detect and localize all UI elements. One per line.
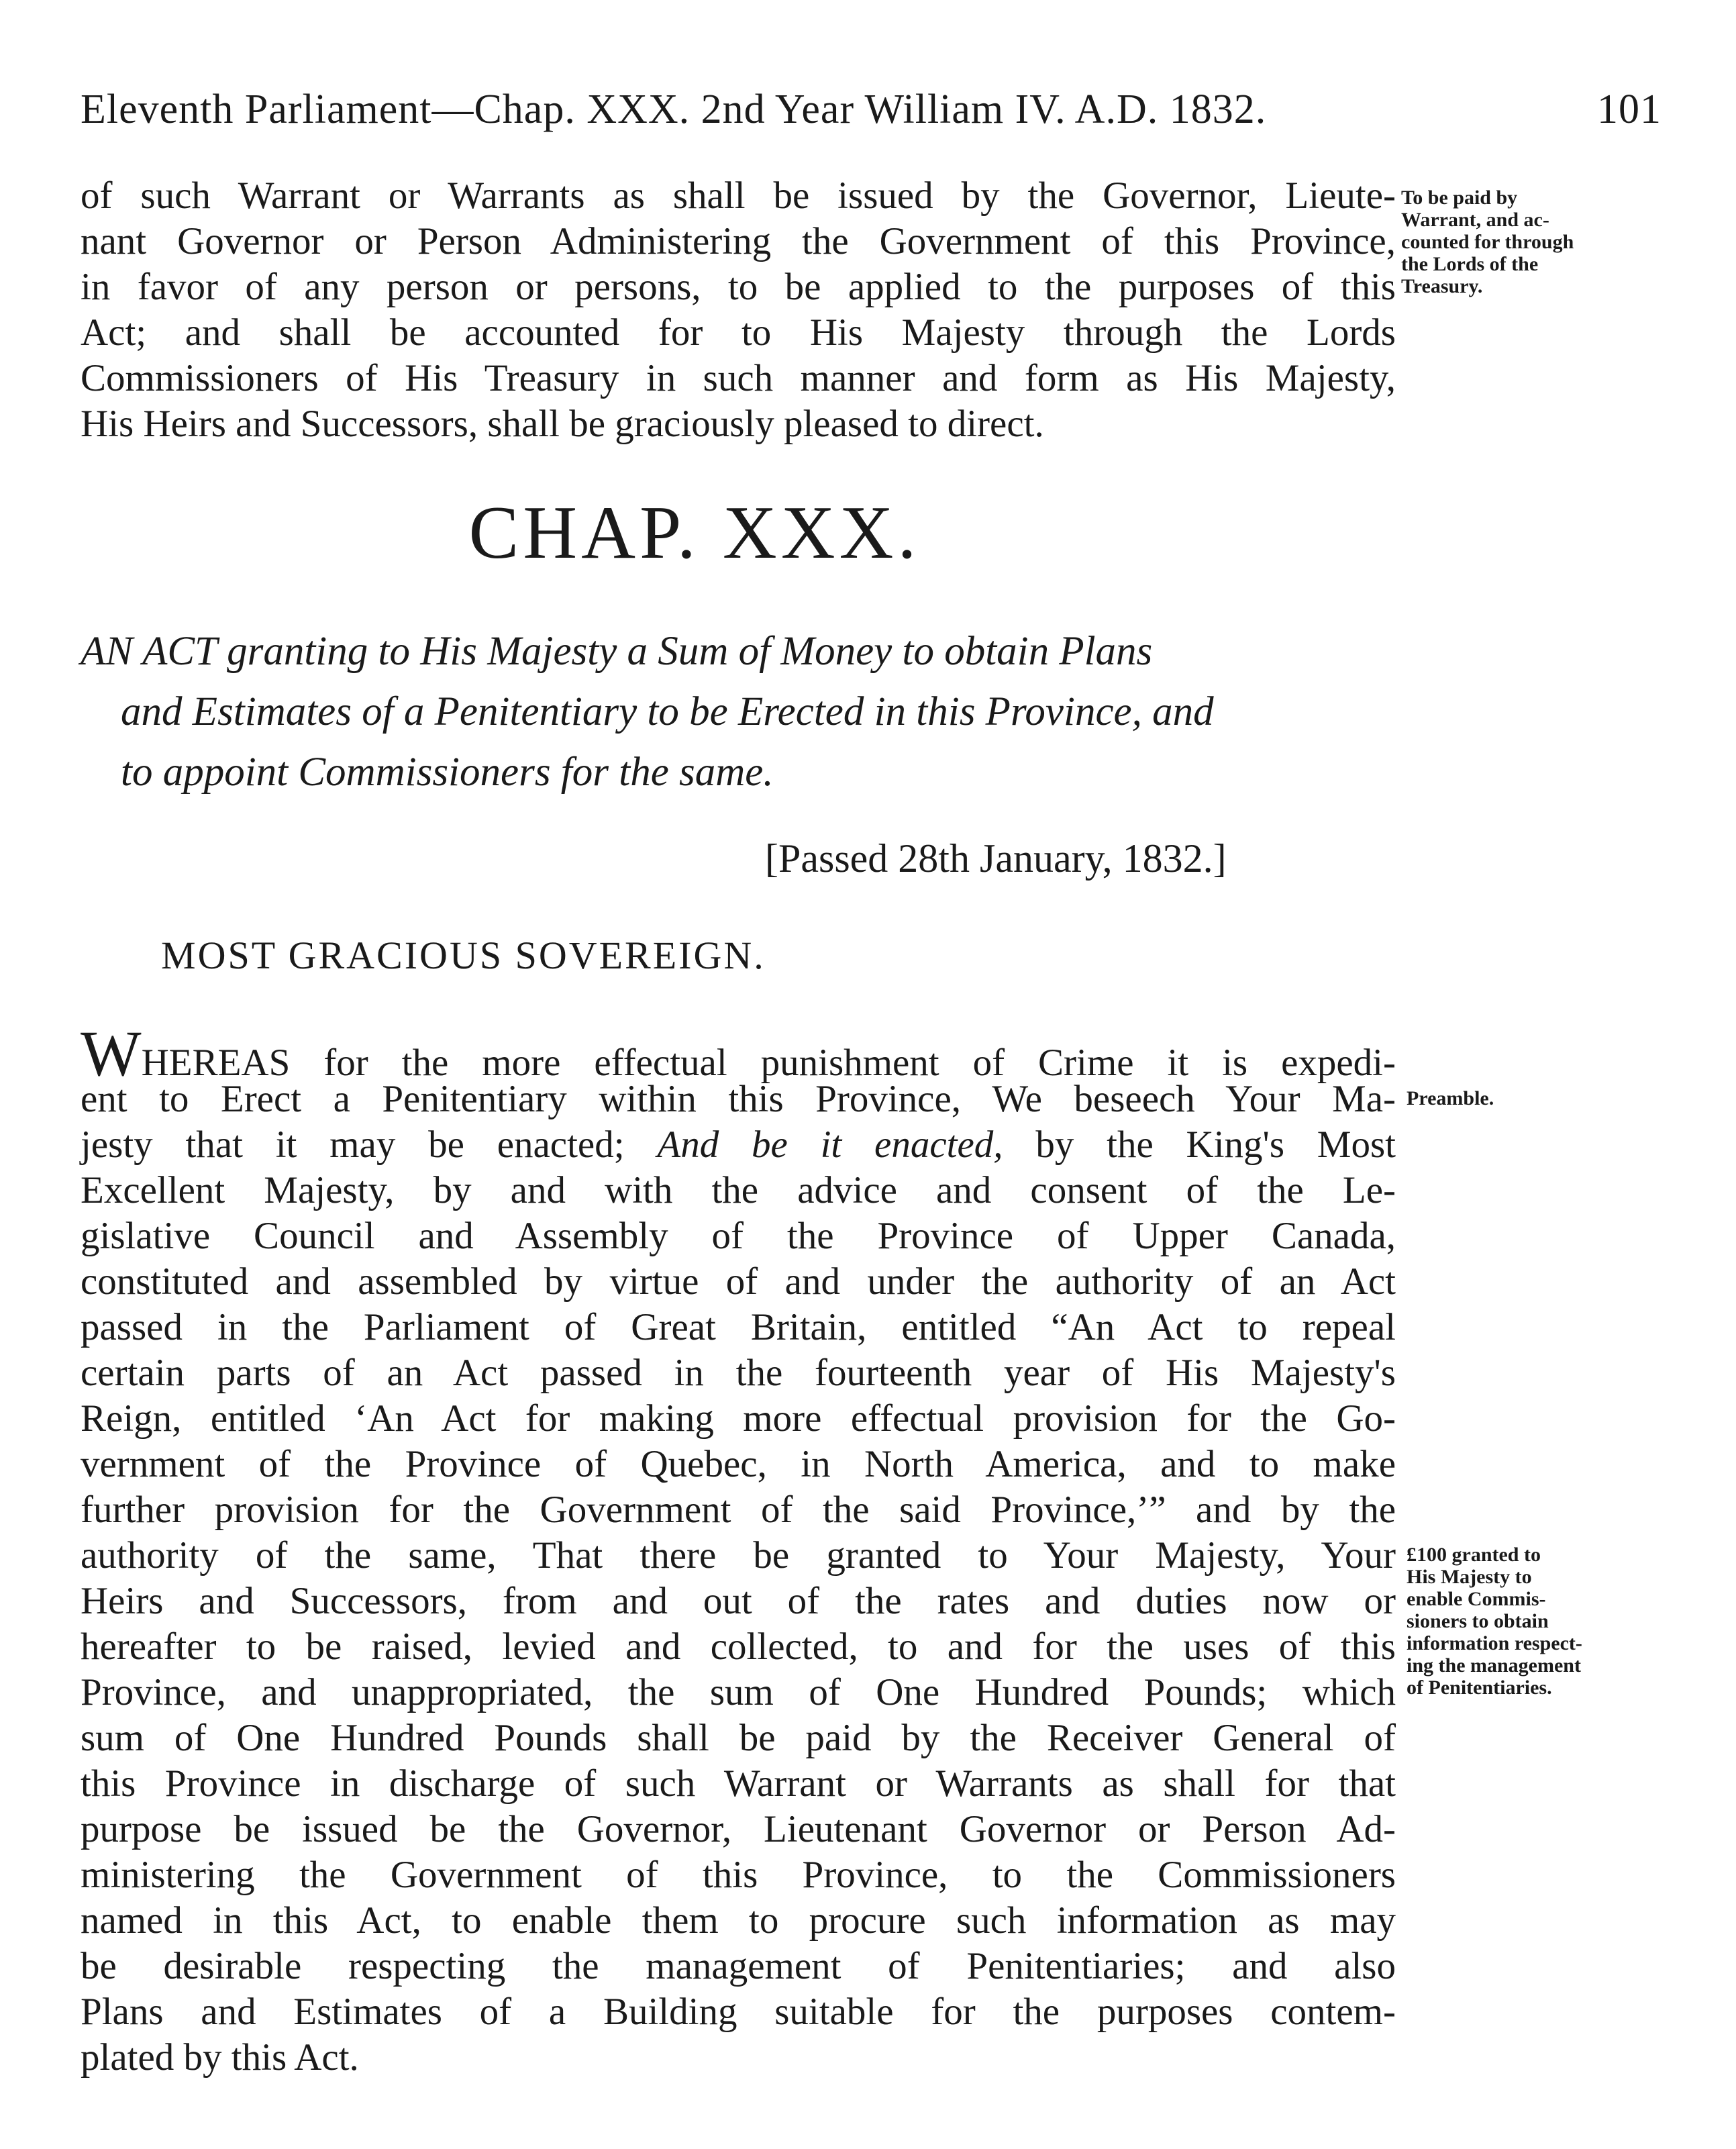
body-line-enacting [81, 1122, 1396, 1168]
margin-note-line: Treasury. [1401, 275, 1483, 297]
margin-note-line: His Majesty to [1407, 1566, 1532, 1588]
body-line: Plans and Estimates of a Building suitable for the purposes contem- [81, 1991, 1396, 2033]
body-line: vernment of the Province of Quebec, in North America, and to make [81, 1443, 1396, 1485]
body-line: ent to Erect a Penitentiary within this Province, We beseech Your Ma- [81, 1078, 1396, 1120]
body-line: sum of One Hundred Pounds shall be paid by the Receiver General of [81, 1717, 1396, 1759]
continuation-line: in favor of any person or persons, to be applied to the purposes of this [81, 266, 1396, 308]
act-title-line: to appoint Commissioners for the same. [121, 750, 774, 795]
margin-note-line: counted for through [1401, 231, 1574, 253]
margin-note-line: sioners to obtain [1407, 1610, 1549, 1632]
body-line: constituted and assembled by virtue of and under the authority of an Act [81, 1260, 1396, 1303]
act-title-line: and Estimates of a Penitentiary to be Erected in this Province, and [121, 689, 1214, 734]
margin-note-line: information respect- [1407, 1632, 1582, 1654]
body-line-text: jesty that it may be enacted; [81, 1123, 658, 1166]
body-line: passed in the Parliament of Great Britain, entitled “An Act to repeal [81, 1306, 1396, 1348]
body-line: ministering the Government of this Province, to the Commissioners [81, 1854, 1396, 1896]
body-line: Province, and unappropriated, the sum of One Hundred Pounds; which [81, 1671, 1396, 1713]
margin-note-preamble: Preamble. [1407, 1087, 1494, 1109]
chapter-heading: CHAP. XXX. [468, 491, 921, 574]
body-line: this Province in discharge of such Warrant or Warrants as shall for that [81, 1762, 1396, 1805]
body-line: certain parts of an Act passed in the fourteenth year of His Majesty's [81, 1352, 1396, 1394]
margin-note-line: £100 granted to [1407, 1544, 1541, 1566]
drop-cap: W [81, 1017, 142, 1089]
body-line: further provision for the Government of the said Province,’” and by the [81, 1489, 1396, 1531]
enacting-clause: And be it enacted, [657, 1123, 1003, 1166]
margin-note-grant [1407, 1544, 1582, 1699]
body-line: hereafter to be raised, levied and collected, to and for the uses of this [81, 1626, 1396, 1668]
body-line: purpose be issued be the Governor, Lieutenant Governor or Person Ad- [81, 1808, 1396, 1850]
passed-date: [Passed 28th January, 1832.] [765, 836, 1227, 881]
margin-note-line: ing the management [1407, 1654, 1581, 1677]
body-line: gislative Council and Assembly of the Province of Upper Canada, [81, 1215, 1396, 1257]
body-line: Heirs and Successors, from and out of the rates and duties now or [81, 1580, 1396, 1622]
margin-note-line: Warrant, and ac- [1401, 209, 1549, 231]
body-line: named in this Act, to enable them to procure such information as may [81, 1899, 1396, 1942]
page-number: 101 [1597, 87, 1662, 132]
body-line: plated by this Act. [81, 2036, 359, 2079]
running-title: Eleventh Parliament—Chap. XXX. 2nd Year William IV. A.D. 1832. [81, 87, 1267, 132]
continuation-line: of such Warrant or Warrants as shall be issued by the Governor, Lieute- [81, 174, 1396, 217]
margin-note-line: the Lords of the [1401, 253, 1539, 275]
continuation-line: nant Governor or Person Administering the Government of this Province, [81, 220, 1396, 262]
body-line: Excellent Majesty, by and with the advice and consent of the Le- [81, 1169, 1396, 1211]
body-line-text: HEREAS for the more effectual punishment of Crime it is expedi- [141, 1042, 1396, 1084]
margin-note-line: To be paid by [1401, 187, 1518, 209]
body-line: Reign, entitled ‘An Act for making more effectual provision for the Go- [81, 1397, 1396, 1440]
continuation-line: Commissioners of His Treasury in such manner and form as His Majesty, [81, 357, 1396, 399]
act-title-line: AN ACT granting to His Majesty a Sum of Money to obtain Plans [81, 629, 1153, 674]
continuation-line: His Heirs and Successors, shall be graciously pleased to direct. [81, 403, 1044, 445]
body-line: authority of the same, That there be granted to Your Majesty, Your [81, 1534, 1396, 1577]
body-line: be desirable respecting the management of Penitentiaries; and also [81, 1945, 1396, 1987]
continuation-line: Act; and shall be accounted for to His Majesty through the Lords [81, 311, 1396, 354]
salutation: MOST GRACIOUS SOVEREIGN. [161, 934, 766, 977]
margin-note-warrant [1401, 187, 1574, 297]
margin-note-line: of Penitentiaries. [1407, 1677, 1552, 1699]
margin-note-line: enable Commis- [1407, 1588, 1546, 1610]
body-line-text: by the King's Most [1003, 1123, 1396, 1166]
running-header [81, 86, 1662, 140]
